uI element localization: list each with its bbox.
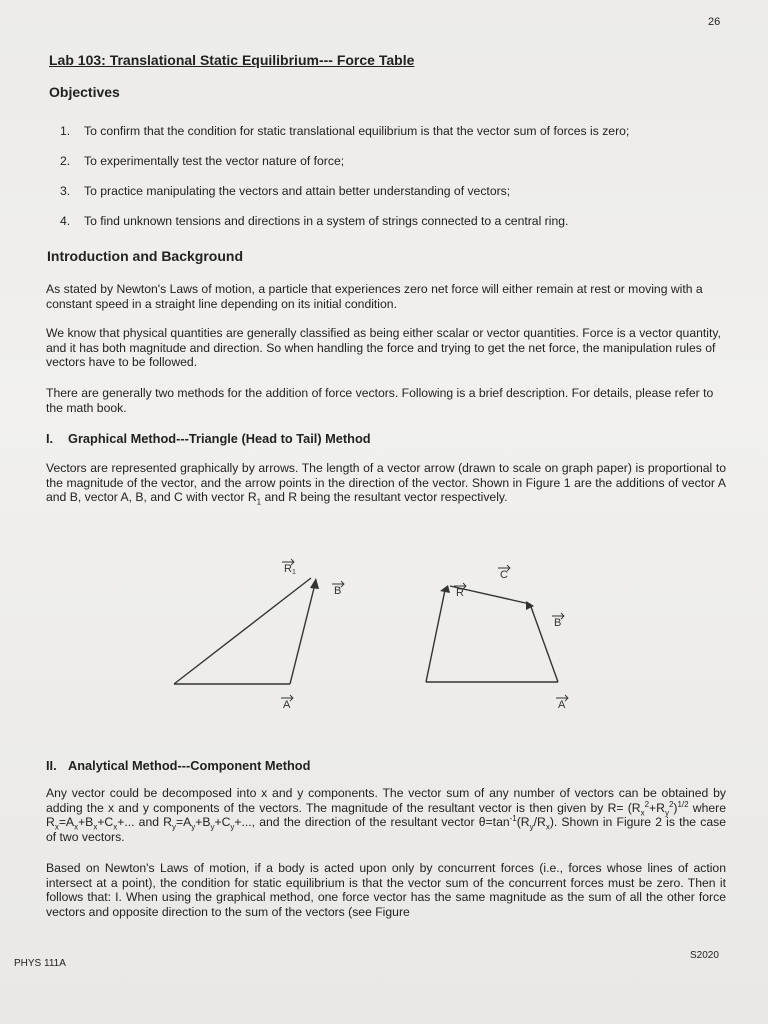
- label-a: A: [283, 699, 291, 711]
- intro-paragraph-3: There are generally two methods for the addition of force vectors. Following is a brief description. For details, please refer to the math book.: [46, 386, 714, 415]
- footer-course: PHYS 111A: [14, 958, 66, 969]
- objectives-heading: Objectives: [49, 84, 120, 100]
- label-r: R: [456, 587, 464, 599]
- intro-paragraph-1: As stated by Newton's Laws of motion, a particle that experiences zero net force will either remain at rest or moving with a constant speed in a straight line depending on its initial condition.: [46, 282, 703, 311]
- footer-term: S2020: [690, 950, 719, 961]
- list-item: 1. To confirm that the condition for static translational equilibrium is that the vector sum of forces is zero;: [60, 124, 630, 138]
- vector-r-line: [426, 590, 445, 682]
- section-1-heading: I. Graphical Method---Triangle (Head to Tail) Method: [46, 431, 371, 446]
- page-title: Lab 103: Translational Static Equilibrium--- Force Table: [49, 52, 415, 68]
- vector-r1-line: [174, 578, 311, 684]
- section-1-paragraph: Vectors are represented graphically by arrows. The length of a vector arrow (drawn to scale on graph paper) is proportional to the magnitude of the vector, and the arrow points in the direction of the vector. Shown in Figure 1 are the additions of vector A and B, vector A, B, and C with vector $R_1$ and R being the resultant vector respectively.: [46, 461, 726, 507]
- list-item: 4. To find unknown tensions and directions in a system of strings connected to a central ring.: [60, 214, 569, 228]
- vector-b-line: [290, 580, 316, 684]
- intro-heading: Introduction and Background: [47, 248, 243, 264]
- intro-paragraph-2: We know that physical quantities are generally classified as being either scalar or vector quantities. Force is a vector quantity, and it has both magnitude and direction. So when handling the force and trying to get the net force, the manipulation rules of vectors have to be followed.: [46, 326, 721, 370]
- label-b2: B: [554, 617, 562, 629]
- arrowhead-icon: [440, 585, 450, 593]
- page-number: 26: [708, 16, 721, 28]
- label-c: C: [500, 569, 508, 581]
- section-2-heading: II. Analytical Method---Component Method: [46, 758, 311, 773]
- section-2-paragraph-1: Any vector could be decomposed into x and y components. The vector sum of any number of vectors can be obtained by adding the x and y components of the vectors. The magnitude of the resultant vector is then given by $R= (R_x^2+R_y^2)^{1/2}$ where $R_x=A_x+B_x+C_x+$... and $R_y=A_y+B_y+C_y+$..., and the direction of the resultant vector $\theta=\tan^{-1}(R_y/R_x)$. Shown in Figure 2 is the case of two vectors.: [46, 786, 726, 844]
- arrowhead-icon: [310, 578, 319, 589]
- list-item: 2. To experimentally test the vector nature of force;: [60, 154, 345, 168]
- label-r1: R1: [284, 563, 296, 576]
- arrowhead-icon: [526, 601, 534, 610]
- list-item: 3. To practice manipulating the vectors and attain better understanding of vectors;: [60, 184, 511, 198]
- figure-1-vector-diagram: [160, 548, 600, 718]
- section-2-paragraph-2: Based on Newton's Laws of motion, if a body is acted upon only by concurrent forces (i.e., forces whose lines of action intersect at a point), the condition for static equilibrium is that the vector sum of the concurrent forces must be zero. Then it follows that: I. When using the graphical method, one force vector has the same magnitude as the sum of all the other force vectors and opposite direction to the sum of the vectors (see Figure: [46, 861, 726, 919]
- label-b: B: [334, 585, 342, 597]
- objectives-list: [60, 124, 740, 244]
- label-a2: A: [558, 699, 566, 711]
